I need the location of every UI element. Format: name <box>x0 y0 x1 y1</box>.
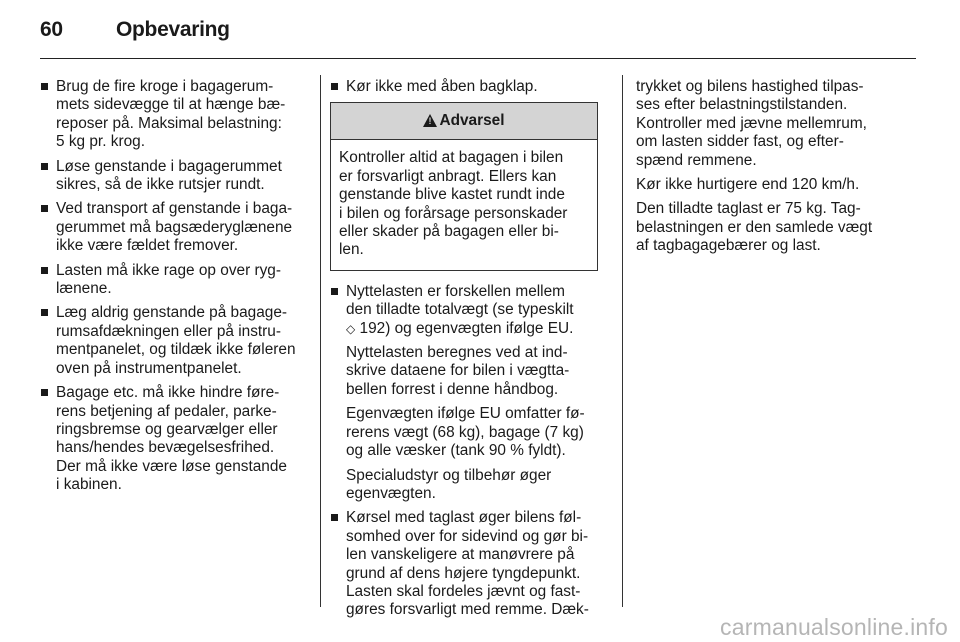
paragraph-line: og alle væsker (tank 90 % fyldt). <box>346 442 566 460</box>
bullet-line: gerummet må bagsæderyglænene <box>56 218 293 236</box>
column-1 <box>40 78 308 501</box>
bullet-line: len vanskeligere at manøvrere på <box>346 546 575 564</box>
bullet-line: Bagage etc. må ikke hindre føre- <box>56 384 280 402</box>
bullet-line: 5 kg pr. krog. <box>56 133 145 151</box>
bullet-line: Ved transport af genstande i baga- <box>56 200 293 218</box>
bullet-line: rumsafdækningen eller på instru- <box>56 322 281 340</box>
bullet-line: ikke være fældet fremover. <box>56 237 239 255</box>
bullet-square-icon <box>331 514 338 521</box>
paragraph-line: Kør ikke hurtigere end 120 km/h. <box>636 176 860 194</box>
paragraph <box>330 467 608 504</box>
bullet-square-icon <box>331 288 338 295</box>
watermark: carmanualsonline.info <box>720 614 948 640</box>
paragraph-line: rerens vægt (68 kg), bagage (7 kg) <box>346 423 584 441</box>
page-number: 60 <box>40 18 63 41</box>
bullet-text: Kør ikke med åben bagklap. <box>346 78 538 95</box>
bullet-line: i kabinen. <box>56 476 122 494</box>
warning-line: i bilen og forårsage personskader <box>339 204 568 222</box>
paragraph <box>636 78 908 170</box>
bullet-line: ringsbremse og gearvælger eller <box>56 420 278 438</box>
column-divider <box>622 75 623 607</box>
warning-line: len. <box>339 241 364 259</box>
bullet-item <box>40 200 308 255</box>
bullet-line: rens betjening af pedaler, parke- <box>56 402 277 420</box>
bullet-line: gøres forsvarligt med remme. Dæk- <box>346 601 589 619</box>
paragraph-line: Den tilladte taglast er 75 kg. Tag- <box>636 200 861 218</box>
column-divider <box>320 75 321 607</box>
warning-line: er forsvarligt anbragt. Ellers kan <box>339 167 557 185</box>
bullet-item <box>330 283 608 338</box>
warning-title: Advarsel <box>439 112 505 130</box>
bullet-square-icon <box>331 83 338 90</box>
paragraph-line: spænd remmene. <box>636 151 757 169</box>
column-2 <box>330 78 608 626</box>
paragraph-line: om lasten sidder fast, og efter- <box>636 133 844 151</box>
paragraph-line: bellen forrest i denne håndbog. <box>346 380 559 398</box>
bullet-item <box>40 158 308 195</box>
bullet-line: Lasten må ikke rage op over ryg- <box>56 261 281 279</box>
bullet-line: Løse genstande i bagagerummet <box>56 157 282 175</box>
bullet-square-icon <box>41 389 48 396</box>
paragraph <box>636 200 908 255</box>
paragraph-line: Nyttelasten beregnes ved at ind- <box>346 344 568 362</box>
page-header <box>40 18 916 59</box>
bullet-line: mentpanelet, og tildæk ikke føleren <box>56 341 296 359</box>
paragraph-line: egenvægten. <box>346 484 436 502</box>
paragraph-line: skrive dataene for bilen i vægtta- <box>346 362 570 380</box>
column-3 <box>636 78 908 262</box>
bullet-line: somhed over for sidevind og gør bi- <box>346 527 589 545</box>
paragraph-line: belastningen er den samlede vægt <box>636 218 873 236</box>
bullet-line: Kørsel med taglast øger bilens føl- <box>346 509 582 527</box>
page-title: Opbevaring <box>116 18 230 41</box>
bullet-line: reposer på. Maksimal belastning: <box>56 114 282 132</box>
warning-header <box>331 103 597 140</box>
bullet-line: sikres, så de ikke rutsjer rundt. <box>56 176 265 194</box>
paragraph <box>636 176 908 194</box>
warning-box <box>330 102 598 270</box>
bullet-item <box>40 384 308 494</box>
bullet-item <box>330 78 608 96</box>
bullet-square-icon <box>41 205 48 212</box>
bullet-line: oven på instrumentpanelet. <box>56 359 242 377</box>
paragraph-line: Egenvægten ifølge EU omfatter fø- <box>346 405 585 423</box>
warning-body <box>331 140 597 269</box>
bullet-line: grund af dens højere tyngdepunkt. <box>346 564 581 582</box>
bullet-line: Der må ikke være løse genstande <box>56 457 287 475</box>
warning-line: genstande blive kastet rundt inde <box>339 186 565 204</box>
bullet-item <box>40 304 308 378</box>
warning-line: eller skader på bagagen eller bi- <box>339 223 559 241</box>
paragraph-line: trykket og bilens hastighed tilpas- <box>636 78 864 95</box>
page-reference-text: 192) og egenvægten ifølge EU. <box>355 319 574 337</box>
page-reference-arrow-icon: ◇ <box>346 321 356 336</box>
bullet-line <box>346 320 608 338</box>
bullet-line: Læg aldrig genstande på bagage- <box>56 304 288 322</box>
bullet-line: Lasten skal fordeles jævnt og fast- <box>346 582 581 600</box>
paragraph-line: ses efter belastningstilstanden. <box>636 96 848 114</box>
bullet-line: Brug de fire kroge i bagagerum- <box>56 78 274 95</box>
paragraph-line: af tagbagagebærer og last. <box>636 237 821 255</box>
bullet-line: mets sidevægge til at hænge bæ- <box>56 96 286 114</box>
bullet-square-icon <box>41 83 48 90</box>
bullet-item <box>40 78 308 152</box>
bullet-line: den tilladte totalvægt (se typeskilt <box>346 301 574 319</box>
bullet-square-icon <box>41 163 48 170</box>
paragraph-line: Kontroller med jævne mellemrum, <box>636 114 867 132</box>
bullet-line: Nyttelasten er forskellen mellem <box>346 282 565 300</box>
warning-line: Kontroller altid at bagagen i bilen <box>339 149 564 167</box>
paragraph-line: Specialudstyr og tilbehør øger <box>346 466 552 484</box>
paragraph <box>330 405 608 460</box>
bullet-item <box>40 262 308 299</box>
bullet-square-icon <box>41 267 48 274</box>
warning-triangle-icon <box>423 114 437 127</box>
paragraph <box>330 344 608 399</box>
bullet-square-icon <box>41 309 48 316</box>
bullet-line: lænene. <box>56 280 112 298</box>
bullet-item <box>330 509 608 619</box>
bullet-line: hans/hendes bevægelsesfrihed. <box>56 439 275 457</box>
